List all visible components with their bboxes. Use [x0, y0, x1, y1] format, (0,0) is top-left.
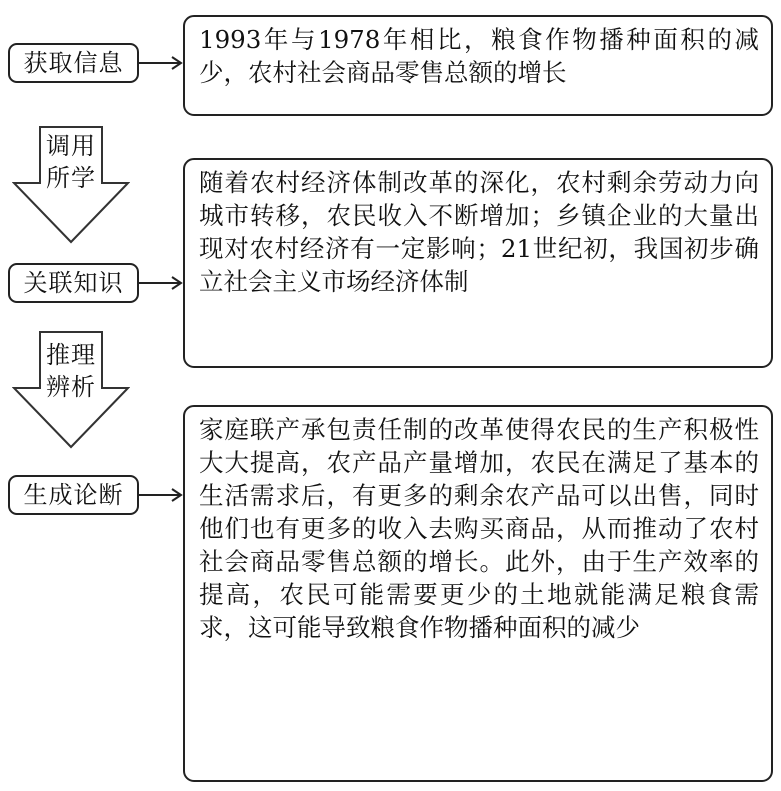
transition-text-2b: 辨析 — [46, 373, 96, 401]
right-arrow-icon — [139, 56, 183, 70]
transition-text-2a: 推理 — [46, 341, 96, 369]
transition-text-1a: 调用 — [46, 132, 96, 160]
down-arrow-reasoning — [12, 330, 130, 449]
step-content-conclusion: 家庭联产承包责任制的改革使得农民的生产积极性大大提高，农产品产量增加，农民在满足了基本的生活需求后，有更多的剩余农产品可以出售，同时他们也有更多的收入去购买商品，从而推动了农村社会商品零售总额的增长。此外，由于生产效率的提高，农民可能需要更少的土地就能满足粮食需求，这可能导致粮食作物播种面积的减少 — [183, 405, 773, 782]
transition-text-1b: 所学 — [46, 164, 96, 192]
step-label-conclusion: 生成论断 — [8, 475, 139, 515]
down-arrow-recall — [12, 125, 130, 244]
right-arrow-icon — [139, 276, 183, 290]
step-content-get-info: 1993年与1978年相比，粮食作物播种面积的减少，农村社会商品零售总额的增长 — [183, 15, 773, 116]
right-arrow-icon — [139, 488, 183, 502]
step-label-link-knowledge: 关联知识 — [8, 263, 139, 303]
step-content-link-knowledge: 随着农村经济体制改革的深化，农村剩余劳动力向城市转移，农民收入不断增加；乡镇企业的大量出现对农村经济有一定影响；21世纪初，我国初步确立社会主义市场经济体制 — [183, 158, 773, 368]
step-label-get-info: 获取信息 — [8, 43, 139, 83]
